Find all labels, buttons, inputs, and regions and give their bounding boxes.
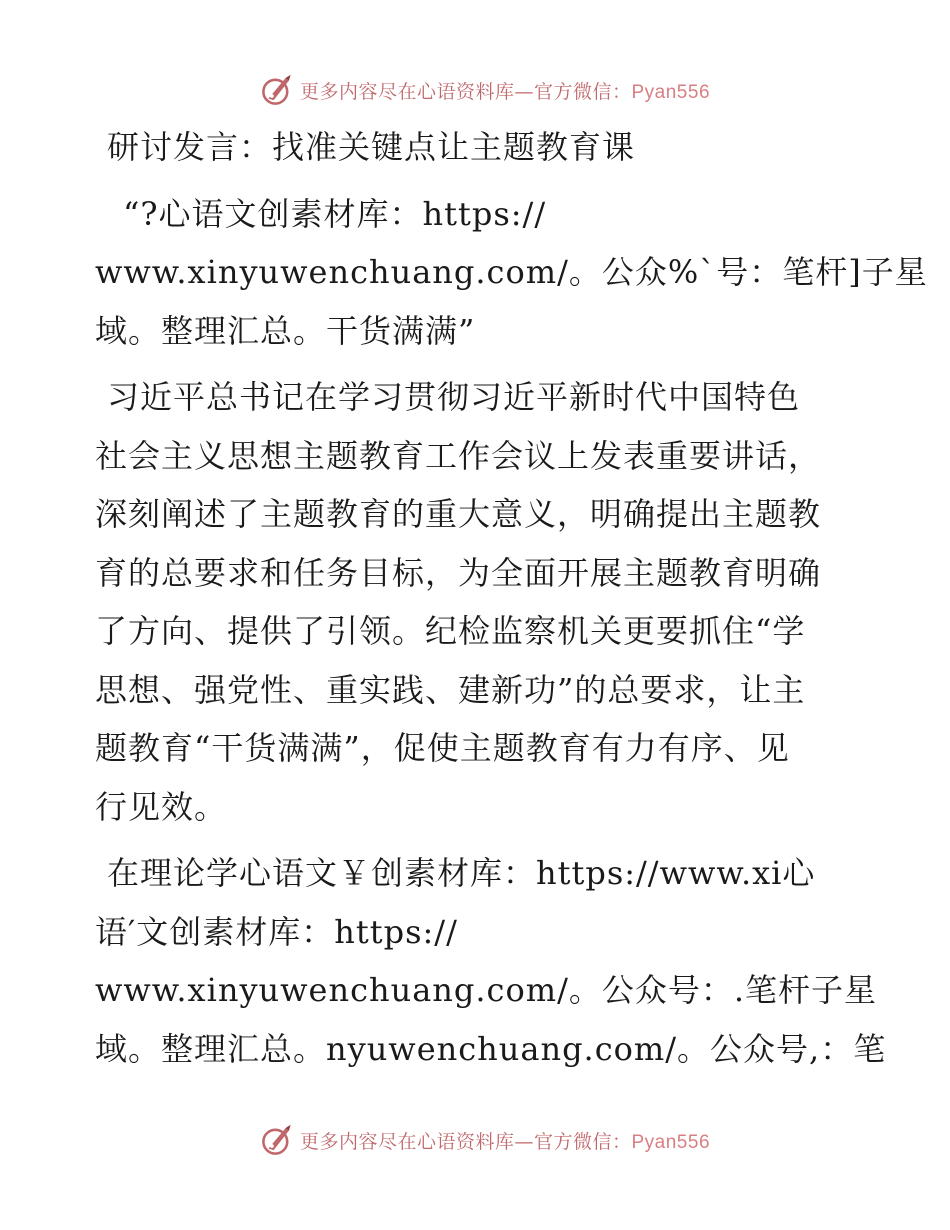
- paragraph-line: 语′文创素材库：https://: [95, 912, 458, 951]
- header-banner-separator: —: [514, 80, 534, 103]
- document-title: 研讨发言：找准关键点让主题教育课: [107, 128, 636, 166]
- paragraph-line: 域。整理汇总。干货满满”: [95, 311, 476, 350]
- header-banner-main: 更多内容尽在心语资料库: [299, 80, 515, 103]
- paragraph-line: 习近平总书记在学习贯彻习近平新时代中国特色: [107, 378, 801, 416]
- paragraph-2: [95, 368, 855, 836]
- footer-banner-wechat-id: Pyan556: [631, 1131, 711, 1153]
- paragraph-1: [95, 185, 928, 361]
- paragraph-line: www.xinyuwenchuang.com/。公众号：.笔杆子星: [95, 971, 878, 1009]
- paragraph-line: 题教育“干货满满”，促使主题教育有力有序、见: [95, 729, 790, 767]
- paragraph-line: 思想、强党性、重实践、建新功”的总要求，让主: [95, 670, 806, 709]
- footer-banner-main: 更多内容尽在心语资料库: [299, 1130, 515, 1153]
- paragraph-line: www.xinyuwenchuang.com/。公众%`号：笔杆]子星: [95, 253, 928, 291]
- footer-banner-separator: —: [514, 1130, 534, 1153]
- paragraph-line: 在理论学心语文￥创素材库：https://www.xi心: [107, 854, 816, 892]
- quill-pen-logo-icon: [260, 73, 294, 107]
- header-banner-text: [300, 77, 710, 104]
- header-banner-official-label: 官方微信：: [533, 80, 632, 103]
- paragraph-line: “?心语文创素材库：https://: [123, 194, 547, 233]
- header-banner: [0, 70, 950, 110]
- paragraph-line: 行见效。: [95, 787, 228, 826]
- footer-banner: [0, 1120, 950, 1160]
- footer-banner-official-label: 官方微信：: [533, 1130, 632, 1153]
- paragraph-3: [95, 844, 887, 1078]
- paragraph-line: 育的总要求和任务目标，为全面开展主题教育明确: [95, 553, 822, 592]
- document-body: [95, 118, 928, 1086]
- header-banner-inner: [260, 73, 710, 107]
- paragraph-line: 了方向、提供了引领。纪检监察机关更要抓住“学: [95, 612, 806, 650]
- paragraph-line: 深刻阐述了主题教育的重大意义，明确提出主题教: [95, 495, 822, 533]
- paragraph-line: 域。整理汇总。nyuwenchuang.com/。公众号,：笔: [95, 1029, 887, 1068]
- header-banner-wechat-id: Pyan556: [631, 81, 711, 103]
- quill-pen-logo-icon: [260, 1123, 294, 1157]
- paragraph-line: 社会主义思想主题教育工作会议上发表重要讲话，: [95, 436, 822, 475]
- footer-banner-text: [300, 1127, 710, 1154]
- footer-banner-inner: [260, 1123, 710, 1157]
